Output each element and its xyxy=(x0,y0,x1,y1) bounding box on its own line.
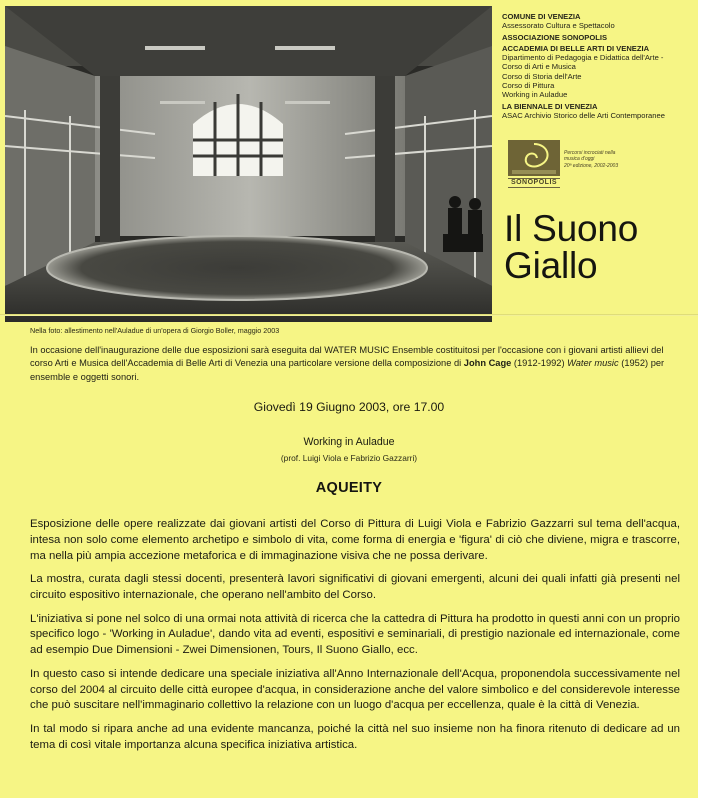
organizer-department: Dipartimento di Pedagogia e Didattica dell'Arte - xyxy=(502,53,664,63)
composer-name: John Cage xyxy=(463,358,512,369)
organizers-list xyxy=(502,12,692,120)
paragraph: In tal modo si ripara anche ad una evidente mancanza, poiché la città nel suo insieme non ha finora ritenuto di dedicare ad un tema di così vitale importanza alcuna specifica iniziativa artistica. xyxy=(30,722,680,751)
hall-photo-illustration xyxy=(5,6,492,322)
exhibition-title: AQUEITY xyxy=(315,480,383,496)
organizer-name: COMUNE DI VENEZIA xyxy=(502,12,581,21)
exhibition-photo xyxy=(5,6,492,322)
organizer-name: ASSOCIAZIONE SONOPOLIS xyxy=(502,32,608,42)
event-date: Giovedì 19 Giugno 2003, ore 17.00 xyxy=(253,400,445,414)
sonopolis-mark-icon xyxy=(508,140,560,176)
description-text xyxy=(30,517,680,761)
organizer-department: Corso di Arti e Musica xyxy=(502,62,576,72)
sonopolis-wordmark: SONOPOLIS xyxy=(508,178,560,188)
event-title: Working in Auladue xyxy=(303,436,395,448)
work-title: Water music xyxy=(567,358,619,369)
event-curators: (prof. Luigi Viola e Fabrizio Gazzarri) xyxy=(280,453,418,463)
organizer-department: Corso di Pittura xyxy=(502,81,555,91)
sonopolis-tagline: Percorsi incrociati nella musica d'oggi 20ª edizione, 2002-2003 xyxy=(564,150,619,169)
sonopolis-logo xyxy=(502,140,692,200)
organizer-name: ACCADEMIA DI BELLE ARTI DI VENEZIA xyxy=(502,43,650,53)
paragraph: In questo caso si intende dedicare una speciale iniziativa all'Anno Internazionale dell'Acqua, proponendola successivamente nel corso del 2004 al circuito delle città europee d'acqua, in considerazione anche del valore simbolico e del considerevole interesse che può suscitare nell'immaginario collettivo la relazione con un luogo d'acqua per eccellenza, quale è la città di Venezia. xyxy=(30,667,680,712)
organizer-department: Working in Auladue xyxy=(502,90,568,100)
fold-divider xyxy=(0,314,698,316)
page-title: Il Suono Giallo xyxy=(504,208,639,286)
photo-caption: Nella foto: allestimento nell'Auladue di un'opera di Giorgio Boller, maggio 2003 xyxy=(30,326,280,335)
organizer-name: LA BIENNALE DI VENEZIA xyxy=(502,101,598,111)
intro-paragraph: In occasione dell'inaugurazione delle due esposizioni sarà eseguita dal WATER MUSIC Ensemble costituitosi per l'occasione con i giovani artisti allievi del corso Arti e Musica dell'Accademia di Belle Arti di Venezia una particolare versione della composizione di John Cage (1912-1992) Water music (1952) per ensemble e oggetti sonori. xyxy=(30,345,665,382)
paragraph: L'iniziativa si pone nel solco di una ormai nota attività di ricerca che la cattedra di Pittura ha prodotto in questi anni con un proprio specifico logo - 'Working in Auladue', dando vita ad eventi, espositivi e seminariali, di prestigio nazionale ed internazionale, come ad esempio Due Dimensioni - Zwei Dimensionen, Tours, Il Suono Giallo, ecc. xyxy=(30,612,680,657)
organizer-department: Assessorato Cultura e Spettacolo xyxy=(502,21,615,31)
organizer-department: ASAC Archivio Storico delle Arti Contemporanee xyxy=(502,110,665,120)
paragraph: Esposizione delle opere realizzate dai giovani artisti del Corso di Pittura di Luigi Viola e Fabrizio Gazzarri sul tema dell'acqua, intesa non solo come elemento archetipo e simbolo di vita, come forma di energia e 'figura' di ciò che diviene, migra e trascorre, ma nella più ampia accezione metaforica e di immaginazione visiva che ne possa derivare. xyxy=(30,518,680,562)
paragraph: La mostra, curata dagli stessi docenti, presenterà lavori significativi di giovani emergenti, alcuni dei quali infatti già presenti nel circuito espositivo internazionale, che operano nell'ambito del Corso. xyxy=(30,573,680,601)
organizer-department: Corso di Storia dell'Arte xyxy=(502,71,582,81)
